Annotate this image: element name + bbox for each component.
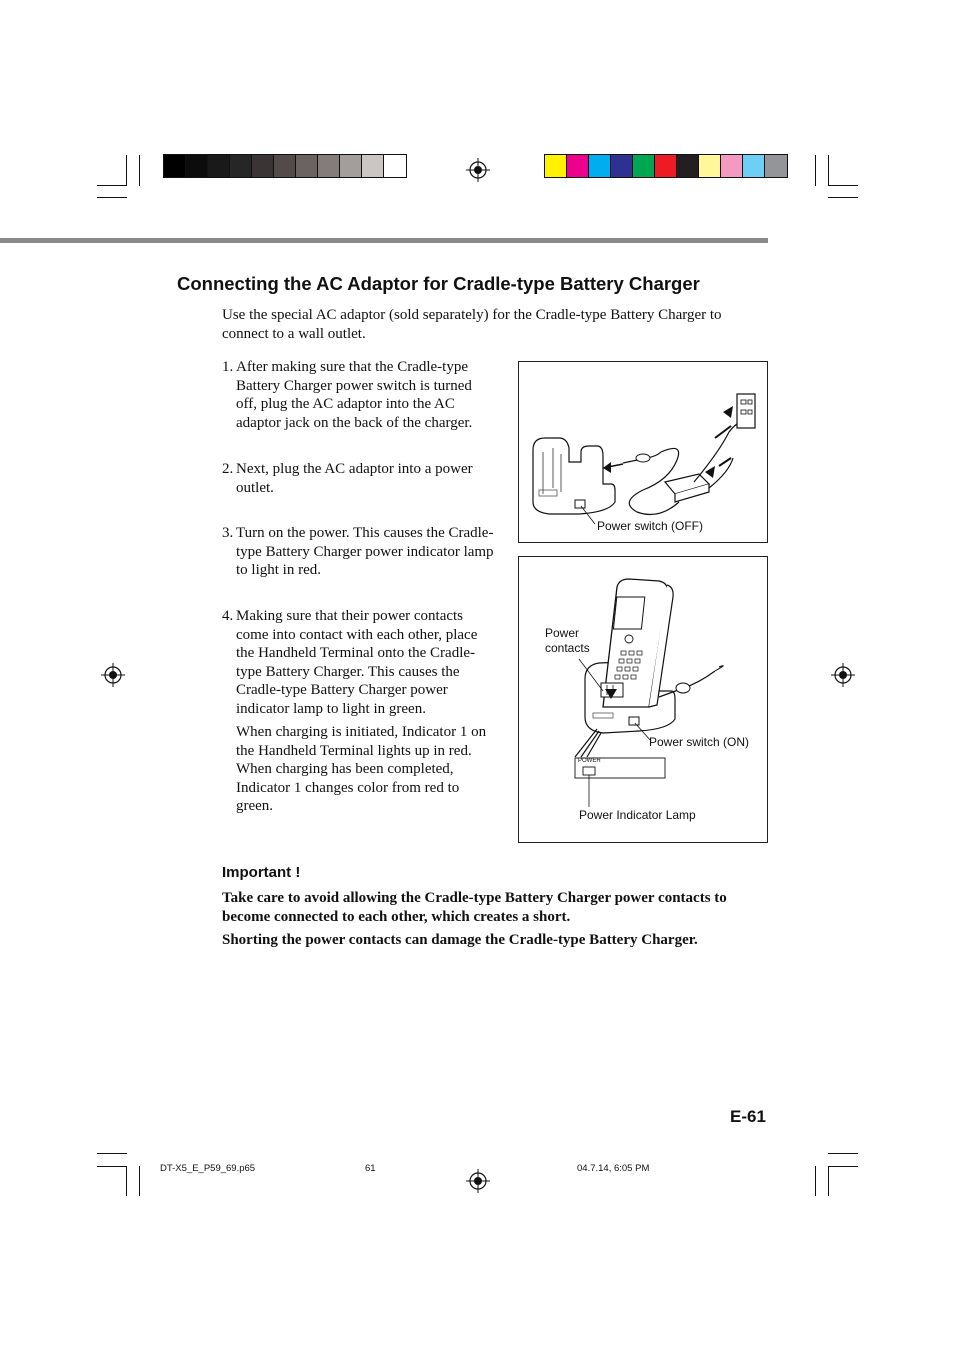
step-2	[222, 460, 494, 497]
registration-target-right-icon	[831, 663, 855, 687]
power-switch-off-label: Power switch (OFF)	[597, 519, 704, 533]
step-number: 1.	[222, 359, 234, 375]
color-swatch	[655, 155, 677, 177]
color-swatch	[230, 155, 252, 177]
color-swatch	[545, 155, 567, 177]
color-swatch	[186, 155, 208, 177]
color-swatch	[765, 155, 787, 177]
power-contacts-label-line2: contacts	[545, 641, 590, 655]
footer-date: 04.7.14, 6:05 PM	[577, 1163, 650, 1174]
color-swatch	[633, 155, 655, 177]
color-swatch	[567, 155, 589, 177]
figure-terminal-in-cradle	[518, 556, 768, 843]
step-number: 2.	[222, 461, 234, 477]
footer-sheet-number: 61	[365, 1163, 376, 1174]
color-swatch	[252, 155, 274, 177]
terminal-cradle-illustration	[519, 557, 769, 844]
registration-target-left-icon	[101, 663, 125, 687]
color-swatch	[296, 155, 318, 177]
power-switch-on-label: Power switch (ON)	[649, 735, 750, 749]
step-text: Making sure that their power contacts come into contact with each other, place the Handheld Terminal onto the Cradle-type Battery Charger. This causes the Cradle-type Battery Charger power indicator lamp to light in green.	[236, 608, 478, 717]
step-text: Next, plug the AC adaptor into a power outlet.	[236, 461, 473, 496]
process-color-bar	[544, 154, 788, 178]
color-swatch	[589, 155, 611, 177]
page-number: E-61	[730, 1107, 766, 1126]
step-3	[222, 524, 494, 580]
color-swatch	[274, 155, 296, 177]
color-swatch	[699, 155, 721, 177]
step-text: After making sure that the Cradle-type Battery Charger power switch is turned off, plug the AC adaptor into the AC adaptor jack on the back of the charger.	[236, 359, 473, 431]
step-note: When charging is initiated, Indicator 1 on the Handheld Terminal lights up in red. When charging has been completed, Indicator 1 changes color from red to green.	[236, 724, 487, 814]
intro-paragraph: Use the special AC adaptor (sold separately) for the Cradle-type Battery Charger to connect to a wall outlet.	[222, 307, 722, 342]
step-number: 4.	[222, 608, 234, 624]
header-rule	[0, 238, 768, 243]
color-swatch	[721, 155, 743, 177]
color-swatch	[318, 155, 340, 177]
registration-target-bottom-icon	[466, 1169, 490, 1193]
color-swatch	[362, 155, 384, 177]
figure-ac-adaptor-connection	[518, 361, 768, 543]
cradle-adaptor-illustration	[519, 362, 769, 544]
step-1	[222, 358, 494, 432]
step-number: 3.	[222, 525, 234, 541]
grayscale-color-bar	[163, 154, 407, 178]
color-swatch	[611, 155, 633, 177]
page-title: Connecting the AC Adaptor for Cradle-type Battery Charger	[177, 273, 700, 294]
color-swatch	[384, 155, 406, 177]
step-4	[222, 607, 494, 816]
lamp-panel-label: POWER	[578, 758, 601, 764]
important-text-2: Shorting the power contacts can damage the Cradle-type Battery Charger.	[222, 932, 698, 948]
power-contacts-label-line1: Power	[545, 626, 580, 640]
important-text-1: Take care to avoid allowing the Cradle-type Battery Charger power contacts to become connected to each other, which creates a short.	[222, 890, 727, 925]
footer-filename: DT-X5_E_P59_69.p65	[160, 1163, 256, 1174]
registration-target-top-icon	[466, 158, 490, 182]
important-heading: Important !	[222, 864, 301, 881]
step-text: Turn on the power. This causes the Cradle-type Battery Charger power indicator lamp to light in red.	[236, 525, 494, 578]
color-swatch	[164, 155, 186, 177]
color-swatch	[340, 155, 362, 177]
color-swatch	[677, 155, 699, 177]
color-swatch	[743, 155, 765, 177]
power-indicator-lamp-label: Power Indicator Lamp	[579, 808, 696, 822]
color-swatch	[208, 155, 230, 177]
